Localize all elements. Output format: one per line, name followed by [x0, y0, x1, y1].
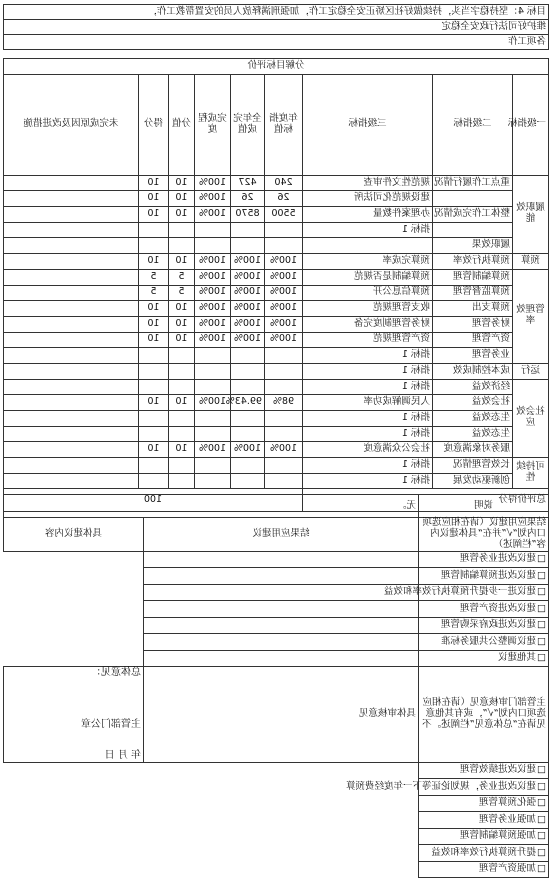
- indicator-row: [4, 191, 549, 207]
- col-weight: 分值: [169, 74, 195, 175]
- checkbox-icon[interactable]: [536, 570, 546, 581]
- cell-reason: [4, 222, 139, 238]
- cell-l3: 办理案件数量: [303, 207, 433, 223]
- cell-l3: 预算信息公开: [303, 285, 433, 301]
- cell-l3: 预算编制是否规范: [303, 269, 433, 285]
- cell-weight: 5: [169, 269, 195, 285]
- cell-rate: 100%: [195, 175, 231, 191]
- goal-table: [3, 4, 549, 50]
- cell-reason: [4, 191, 139, 207]
- col-score: 得分: [139, 74, 169, 175]
- cell-done: 8570: [231, 207, 265, 223]
- suggestion-content-title: 具体建议内容: [3, 518, 143, 552]
- cell-score: [139, 348, 169, 364]
- cell-l2: 长效管理情况: [433, 458, 513, 474]
- date-label: 年 月 日: [104, 750, 141, 762]
- cell-reason: [4, 207, 139, 223]
- cell-done: [231, 411, 265, 427]
- cell-annual: 100%: [265, 269, 303, 285]
- cell-l2: 创新驱动发展: [433, 473, 513, 489]
- checkbox-icon[interactable]: [536, 863, 546, 874]
- cell-l3: 指标 1: [303, 348, 433, 364]
- header-row: [4, 74, 549, 175]
- cell-l3: 预算完成率: [303, 254, 433, 270]
- cell-rate: [195, 238, 231, 254]
- cell-l2: 业务管理: [433, 348, 513, 364]
- cell-annual: 240: [265, 175, 303, 191]
- cell-score: [139, 473, 169, 489]
- indicator-row: [4, 332, 549, 348]
- checkbox-icon[interactable]: [536, 781, 546, 792]
- cell-l2: [433, 191, 513, 207]
- col-lvl1: 一级指标: [513, 74, 549, 175]
- indicator-row: [4, 473, 549, 489]
- cell-done: 100%: [231, 254, 265, 270]
- cell-score: 10: [139, 301, 169, 317]
- col-rate: 完成程度: [195, 74, 231, 175]
- cell-reason: [4, 395, 139, 411]
- review-option[interactable]: □ 强化预算管理: [419, 795, 549, 812]
- cell-weight: 10: [169, 254, 195, 270]
- cell-l2: 经济效益: [433, 379, 513, 395]
- cell-l3: 指标 1: [303, 379, 433, 395]
- suggestion-title: 结果应用建议: [144, 518, 419, 552]
- col-lvl2: 二级指标: [433, 74, 513, 175]
- review-option[interactable]: □ 建议改进业务，规划论证等下一年度经费预算: [419, 779, 549, 796]
- cell-reason: [4, 411, 139, 427]
- cell-annual: [265, 411, 303, 427]
- cell-l2: 生态效益: [433, 426, 513, 442]
- indicator-row: [4, 379, 549, 395]
- cell-done: 100%: [231, 285, 265, 301]
- cell-score: 5: [139, 269, 169, 285]
- cell-annual: 100%: [265, 332, 303, 348]
- cell-score: [139, 411, 169, 427]
- total-value: 100: [4, 489, 303, 512]
- cell-l2: 整体工作完成情况: [433, 207, 513, 223]
- group-label: 履职效能: [513, 175, 549, 253]
- notes-label: 说明: [419, 495, 549, 518]
- cell-score: 10: [139, 316, 169, 332]
- group-label: 可持续性: [513, 458, 549, 489]
- indicator-row: [4, 363, 549, 379]
- cell-score: 10: [139, 191, 169, 207]
- suggestion-content[interactable]: [144, 601, 419, 618]
- review-options: [3, 762, 548, 878]
- cell-done: [231, 379, 265, 395]
- cell-weight: [169, 238, 195, 254]
- group-label: 社会效应: [513, 379, 549, 457]
- cell-score: 10: [139, 442, 169, 458]
- goal-line-2: 维护好司法行政安全稳定: [4, 20, 549, 35]
- review-label: 主管部门审核意见（请在相应选项口内划“√”，或有其他意见请在“总体意见”栏阐述。不: [419, 667, 549, 763]
- cell-done: [231, 473, 265, 489]
- cell-reason: [4, 301, 139, 317]
- cell-l3: 建设规范化司法所: [303, 191, 433, 207]
- section-title: 分解目标评价: [4, 59, 549, 75]
- cell-done: 100%: [231, 442, 265, 458]
- cell-l3: 指标 1: [303, 458, 433, 474]
- cell-l2: 成本控制成效: [433, 363, 513, 379]
- cell-reason: [4, 285, 139, 301]
- cell-rate: [195, 363, 231, 379]
- cell-done: 100%: [231, 301, 265, 317]
- suggestion-content[interactable]: [144, 551, 419, 568]
- cell-annual: [265, 458, 303, 474]
- suggestion-content[interactable]: [144, 617, 419, 634]
- indicator-row: [4, 348, 549, 364]
- checkbox-icon[interactable]: [536, 764, 546, 775]
- cell-score: [139, 238, 169, 254]
- cell-score: 10: [139, 254, 169, 270]
- suggestion-option[interactable]: □ 建议进一步提升预算执行效率和效益: [419, 584, 549, 601]
- cell-score: 10: [139, 332, 169, 348]
- indicator-row: [4, 395, 549, 411]
- checkbox-icon[interactable]: [536, 652, 546, 663]
- cell-annual: [265, 426, 303, 442]
- cell-l3: 社会公众满意度: [303, 442, 433, 458]
- indicator-row: [4, 254, 549, 270]
- cell-weight: 10: [169, 301, 195, 317]
- cell-l3: 指标 1: [303, 222, 433, 238]
- indicator-row: [4, 316, 549, 332]
- checkbox-icon[interactable]: [536, 603, 546, 614]
- checkbox-icon[interactable]: [536, 636, 546, 647]
- cell-reason: [4, 316, 139, 332]
- indicator-row: [4, 207, 549, 223]
- indicator-row: [4, 175, 549, 191]
- cell-score: 5: [139, 285, 169, 301]
- cell-l3: 指标 1: [303, 473, 433, 489]
- cell-weight: [169, 222, 195, 238]
- indicator-row: [4, 411, 549, 427]
- notes-value: 无。: [3, 495, 418, 518]
- cell-weight: 10: [169, 332, 195, 348]
- group-label: 管理效率: [513, 269, 549, 363]
- indicator-row: [4, 285, 549, 301]
- cell-annual: [265, 379, 303, 395]
- indicator-row: [4, 238, 549, 254]
- indicator-row: [4, 458, 549, 474]
- cell-done: [231, 363, 265, 379]
- review-option[interactable]: □ 提升预算执行效率和效益: [419, 845, 549, 862]
- cell-rate: 100%: [195, 191, 231, 207]
- cell-score: 10: [139, 175, 169, 191]
- cell-done: [231, 348, 265, 364]
- cell-annual: [265, 473, 303, 489]
- review-title: 具体审核意见: [144, 667, 419, 763]
- cell-reason: [4, 175, 139, 191]
- cell-score: [139, 426, 169, 442]
- checkbox-icon[interactable]: [536, 586, 546, 597]
- cell-rate: [195, 411, 231, 427]
- cell-reason: [4, 458, 139, 474]
- cell-reason: [4, 442, 139, 458]
- cell-annual: 26: [265, 191, 303, 207]
- suggestion-label: 结果应用建议（请在相应选项口内划“√”并在“具体建议内容”栏阐述）: [419, 518, 549, 552]
- cell-weight: 10: [169, 207, 195, 223]
- cell-l2: 资产管理: [433, 332, 513, 348]
- cell-l3: [303, 238, 433, 254]
- cell-reason: [4, 473, 139, 489]
- cell-l3: 规范性文件审查: [303, 175, 433, 191]
- cell-reason: [4, 238, 139, 254]
- cell-score: [139, 379, 169, 395]
- cell-rate: [195, 379, 231, 395]
- cell-reason: [4, 348, 139, 364]
- cell-reason: [4, 379, 139, 395]
- cell-done: 26: [231, 191, 265, 207]
- cell-done: 427: [231, 175, 265, 191]
- col-lvl3: 三级指标: [303, 74, 433, 175]
- cell-rate: 100%: [195, 442, 231, 458]
- cell-weight: [169, 348, 195, 364]
- cell-rate: 100%: [195, 269, 231, 285]
- suggestion-option[interactable]: □ 建议改进业务管理: [419, 551, 549, 568]
- cell-rate: [195, 473, 231, 489]
- cell-rate: [195, 458, 231, 474]
- total-label: 总评价得分: [303, 489, 549, 512]
- cell-rate: [195, 348, 231, 364]
- indicator-row: [4, 426, 549, 442]
- cell-rate: 100%: [195, 395, 231, 411]
- cell-annual: [265, 222, 303, 238]
- suggestion-option[interactable]: □ 建议改进资产管理: [419, 601, 549, 618]
- review-option[interactable]: □ 加强预算编制管理: [419, 828, 549, 845]
- cell-weight: 10: [169, 442, 195, 458]
- cell-rate: [195, 426, 231, 442]
- cell-done: [231, 238, 265, 254]
- indicator-row: [4, 269, 549, 285]
- cell-l3: 指标 1: [303, 411, 433, 427]
- group-label: 运行: [513, 363, 549, 379]
- cell-done: 100%: [231, 316, 265, 332]
- cell-annual: 98%: [265, 395, 303, 411]
- indicator-row: [4, 442, 549, 458]
- suggestion-option[interactable]: □ 其他建议: [419, 650, 549, 667]
- cell-weight: 10: [169, 191, 195, 207]
- cell-annual: 100%: [265, 316, 303, 332]
- checkbox-icon[interactable]: [536, 619, 546, 630]
- cell-l3: 指标 1: [303, 363, 433, 379]
- cell-weight: [169, 458, 195, 474]
- cell-annual: [265, 363, 303, 379]
- cell-l2: 预算监督管理: [433, 285, 513, 301]
- goal-line-1: 目标 4：坚持稳字当头，持续做好社区矫正安全稳定工作，加强刑满释放人员的安置帮教工作，: [4, 5, 549, 20]
- review-option[interactable]: □ 加强资产管理: [419, 861, 549, 878]
- cell-weight: [169, 473, 195, 489]
- cell-l3: 资产管理规范: [303, 332, 433, 348]
- goal-line-3: 各项工作: [4, 35, 549, 50]
- review-table: [3, 494, 549, 878]
- review-overall: 总体意见： 主管部门公章 年 月 日: [3, 667, 143, 763]
- group-label: 预算: [513, 254, 549, 270]
- cell-done: 100%: [231, 269, 265, 285]
- cell-weight: [169, 363, 195, 379]
- indicator-row: [4, 222, 549, 238]
- cell-reason: [4, 426, 139, 442]
- cell-rate: 100%: [195, 254, 231, 270]
- cell-l2: 预算支出: [433, 301, 513, 317]
- cell-score: [139, 222, 169, 238]
- cell-l2: 生态效益: [433, 411, 513, 427]
- cell-l2: 预算编制管理: [433, 269, 513, 285]
- indicator-rows: [4, 175, 549, 489]
- cell-weight: 10: [169, 395, 195, 411]
- cell-score: [139, 363, 169, 379]
- cell-weight: 10: [169, 175, 195, 191]
- cell-l2: 重点工作履行情况: [433, 175, 513, 191]
- cell-l3: 收支管理规范: [303, 301, 433, 317]
- cell-rate: 100%: [195, 207, 231, 223]
- cell-weight: [169, 411, 195, 427]
- cell-annual: [265, 238, 303, 254]
- cell-done: [231, 426, 265, 442]
- cell-rate: [195, 222, 231, 238]
- indicator-table: [3, 58, 549, 512]
- suggestion-content[interactable]: [144, 584, 419, 601]
- cell-weight: 10: [169, 316, 195, 332]
- col-done: 全年完成值: [231, 74, 265, 175]
- suggestion-option[interactable]: □ 建议改进政府采购管理: [419, 617, 549, 634]
- cell-l2: 预算执行效率: [433, 254, 513, 270]
- cell-annual: 100%: [265, 254, 303, 270]
- checkbox-icon[interactable]: [536, 814, 546, 825]
- suggestion-content[interactable]: [144, 650, 419, 667]
- cell-annual: 5500: [265, 207, 303, 223]
- cell-l3: 人民调解成功率: [303, 395, 433, 411]
- cell-weight: 5: [169, 285, 195, 301]
- cell-score: 10: [139, 395, 169, 411]
- suggestion-content[interactable]: [144, 568, 419, 585]
- checkbox-icon[interactable]: [536, 830, 546, 841]
- cell-l2: 社会效益: [433, 395, 513, 411]
- cell-done: [231, 222, 265, 238]
- cell-rate: 100%: [195, 332, 231, 348]
- col-annual: 年度指标值: [265, 74, 303, 175]
- cell-annual: 100%: [265, 285, 303, 301]
- cell-rate: 100%: [195, 301, 231, 317]
- cell-l2: 履职效果: [433, 238, 513, 254]
- cell-done: 99.43%: [231, 395, 265, 411]
- checkbox-icon[interactable]: [536, 797, 546, 808]
- seal-label: 主管部门公章: [81, 718, 141, 730]
- cell-annual: 100%: [265, 442, 303, 458]
- cell-reason: [4, 254, 139, 270]
- checkbox-icon[interactable]: [536, 553, 546, 564]
- cell-l2: 财务管理: [433, 316, 513, 332]
- indicator-row: [4, 301, 549, 317]
- cell-annual: [265, 348, 303, 364]
- review-option[interactable]: □ 建议改进绩效管理: [419, 762, 549, 779]
- review-option[interactable]: □ 加强业务管理: [419, 812, 549, 829]
- cell-reason: [4, 269, 139, 285]
- cell-l3: 财务管理制度完备: [303, 316, 433, 332]
- suggestion-content[interactable]: [144, 634, 419, 651]
- cell-weight: [169, 379, 195, 395]
- col-reason: 未完成原因及改进措施: [4, 74, 139, 175]
- cell-rate: 100%: [195, 285, 231, 301]
- cell-score: 10: [139, 207, 169, 223]
- cell-rate: 100%: [195, 316, 231, 332]
- cell-reason: [4, 332, 139, 348]
- checkbox-icon[interactable]: [536, 847, 546, 858]
- cell-l2: 服务对象满意度: [433, 442, 513, 458]
- cell-weight: [169, 426, 195, 442]
- cell-l3: 指标 1: [303, 426, 433, 442]
- suggestion-option[interactable]: □ 建议调整公共服务标准: [419, 634, 549, 651]
- cell-reason: [4, 363, 139, 379]
- cell-annual: 100%: [265, 301, 303, 317]
- cell-l2: [433, 222, 513, 238]
- cell-done: 100%: [231, 332, 265, 348]
- suggestion-option[interactable]: □ 建议改进预算编制管理: [419, 568, 549, 585]
- cell-score: [139, 458, 169, 474]
- suggestion-options: [3, 551, 548, 667]
- cell-done: [231, 458, 265, 474]
